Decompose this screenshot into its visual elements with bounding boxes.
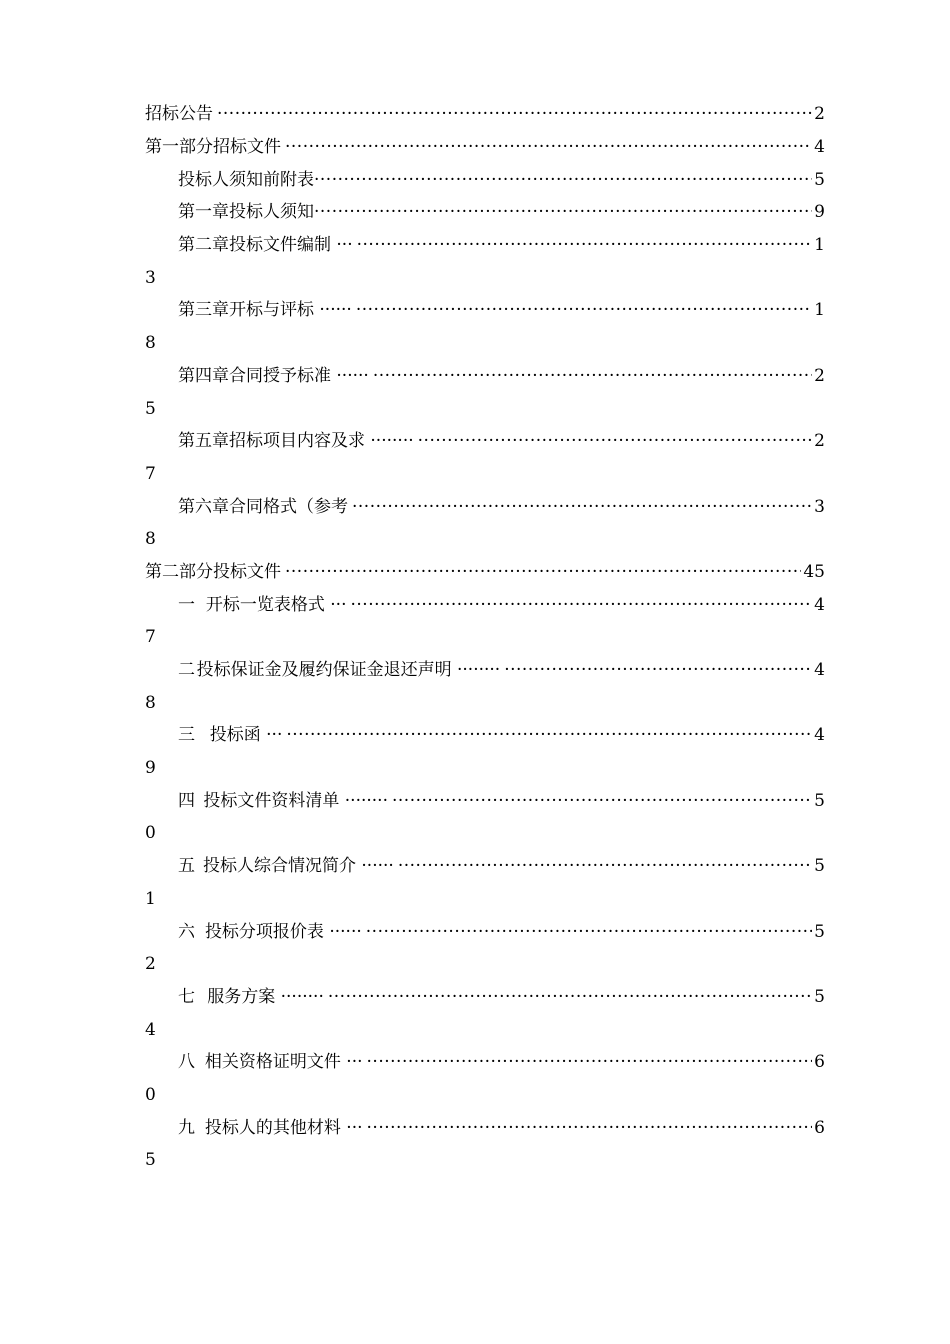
toc-page-continuation: 8 — [145, 692, 156, 713]
toc-page-continuation: 3 — [145, 267, 156, 288]
toc-entry-title: 投标人须知前附表 — [178, 169, 314, 190]
toc-page-number: 4 — [814, 137, 825, 158]
toc-section-number: 第三章 — [178, 300, 229, 321]
toc-leader-dots — [285, 137, 812, 157]
toc-entry-title: 投标保证金及履约保证金退还声明 ········ — [196, 660, 501, 681]
toc-section-number: 第五章 — [178, 431, 229, 452]
toc-entry-title: 开标一览表格式 ··· — [205, 594, 347, 615]
toc-entry-title: 招标公告 — [145, 104, 213, 125]
toc-entry[interactable] — [145, 1111, 825, 1144]
toc-entry-title: 招标文件 — [213, 137, 281, 158]
toc-page-continuation: 2 — [145, 954, 156, 975]
toc-leader-dots — [286, 725, 812, 745]
toc-page-number: 4 — [814, 594, 825, 615]
toc-leader-dots — [217, 104, 812, 124]
toc-section-number: 九 — [178, 1117, 195, 1138]
toc-section-number: 一 — [178, 594, 195, 615]
toc-leader-dots — [350, 595, 812, 615]
toc-page-number: 4 — [814, 725, 825, 746]
toc-leader-dots — [314, 202, 812, 222]
toc-entry-title: 投标文件编制 ··· — [229, 235, 353, 256]
toc-entry-title: 投标人的其他材料 ··· — [204, 1117, 363, 1138]
toc-leader-dots — [328, 987, 812, 1007]
toc-page-continuation: 1 — [145, 888, 156, 909]
toc-section-number: 六 — [178, 921, 195, 942]
toc-section-number: 八 — [178, 1052, 195, 1073]
toc-leader-dots — [367, 1118, 813, 1138]
toc-section-number: 第一部分 — [145, 137, 213, 158]
toc-leader-dots — [504, 660, 812, 680]
toc-leader-dots — [366, 922, 812, 942]
toc-page-continuation: 0 — [145, 823, 156, 844]
toc-page-number: 1 — [814, 300, 825, 321]
toc-entry[interactable] — [145, 196, 825, 229]
toc-entry-title: 投标人综合情况简介 ······ — [203, 856, 394, 877]
table-of-contents — [145, 98, 825, 1177]
toc-leader-dots — [367, 1052, 813, 1072]
toc-page-continuation: 9 — [145, 758, 156, 779]
toc-entry[interactable] — [145, 588, 825, 621]
toc-entry[interactable] — [145, 850, 825, 883]
toc-entry-title: 合同授予标准 ······ — [229, 365, 369, 386]
toc-entry[interactable] — [145, 294, 825, 327]
toc-entry[interactable] — [145, 229, 825, 262]
toc-page-number: 5 — [814, 986, 825, 1007]
toc-section-number: 五 — [178, 856, 195, 877]
toc-entry[interactable] — [145, 425, 825, 458]
toc-leader-dots — [285, 562, 801, 582]
toc-entry[interactable] — [145, 1046, 825, 1079]
toc-page-continuation: 5 — [145, 398, 156, 419]
toc-entry-title: 投标人须知 — [229, 202, 314, 223]
toc-page-continuation: 8 — [145, 333, 156, 354]
toc-leader-dots — [398, 856, 812, 876]
toc-entry-title: 服务方案 ········ — [207, 986, 324, 1007]
toc-section-number: 第六章 — [178, 496, 229, 517]
toc-leader-dots — [418, 431, 813, 451]
toc-entry[interactable] — [145, 556, 825, 589]
toc-section-number: 第一章 — [178, 202, 229, 223]
toc-page-number: 5 — [814, 790, 825, 811]
toc-leader-dots — [352, 497, 812, 517]
toc-entry[interactable] — [145, 490, 825, 523]
toc-entry[interactable] — [145, 98, 825, 131]
toc-entry-title: 投标文件 — [213, 561, 281, 582]
toc-entry-title: 开标与评标 ······ — [229, 300, 352, 321]
toc-entry[interactable] — [145, 360, 825, 393]
toc-entry-title: 投标文件资料清单 ········ — [203, 790, 388, 811]
toc-section-number: 第四章 — [178, 365, 229, 386]
toc-page-number: 1 — [814, 235, 825, 256]
toc-entry-title: 招标项目内容及求 ········ — [229, 431, 414, 452]
toc-section-number: 第二部分 — [145, 561, 213, 582]
toc-entry-title: 投标分项报价表 ······ — [204, 921, 362, 942]
toc-page-continuation: 5 — [145, 1150, 156, 1171]
toc-section-number: 四 — [178, 790, 195, 811]
toc-page-number: 9 — [814, 202, 825, 223]
toc-leader-dots — [373, 366, 812, 386]
toc-leader-dots — [357, 235, 813, 255]
toc-page-continuation: 7 — [145, 463, 156, 484]
toc-entry[interactable] — [145, 915, 825, 948]
toc-entry-title: 相关资格证明文件 ··· — [204, 1052, 363, 1073]
toc-entry[interactable] — [145, 784, 825, 817]
toc-section-number: 七 — [178, 986, 195, 1007]
toc-section-number: 三 — [178, 725, 195, 746]
toc-leader-dots — [314, 170, 812, 190]
toc-page-number: 5 — [814, 921, 825, 942]
toc-page-number: 6 — [814, 1052, 825, 1073]
toc-page-number: 2 — [814, 104, 825, 125]
toc-entry[interactable] — [145, 719, 825, 752]
toc-page-number: 4 — [814, 660, 825, 681]
toc-entry[interactable] — [145, 163, 825, 196]
toc-leader-dots — [356, 300, 812, 320]
toc-leader-dots — [392, 791, 812, 811]
toc-page-continuation: 7 — [145, 627, 156, 648]
toc-entry[interactable] — [145, 981, 825, 1014]
toc-page-continuation: 0 — [145, 1084, 156, 1105]
toc-page-continuation: 4 — [145, 1019, 156, 1040]
toc-entry-title: 合同格式（参考 — [229, 496, 348, 517]
toc-section-number: 第二章 — [178, 235, 229, 256]
toc-entry-title: 投标函 ··· — [209, 725, 283, 746]
toc-page-number: 2 — [814, 365, 825, 386]
toc-page-number: 5 — [814, 856, 825, 877]
toc-page-number: 45 — [803, 561, 825, 582]
toc-entry[interactable] — [145, 654, 825, 687]
toc-page-number: 3 — [814, 496, 825, 517]
toc-page-continuation: 8 — [145, 529, 156, 550]
toc-page-number: 2 — [814, 431, 825, 452]
toc-page-number: 6 — [814, 1117, 825, 1138]
toc-page-number: 5 — [814, 169, 825, 190]
toc-section-number: 二 — [178, 660, 195, 681]
toc-entry[interactable] — [145, 131, 825, 164]
